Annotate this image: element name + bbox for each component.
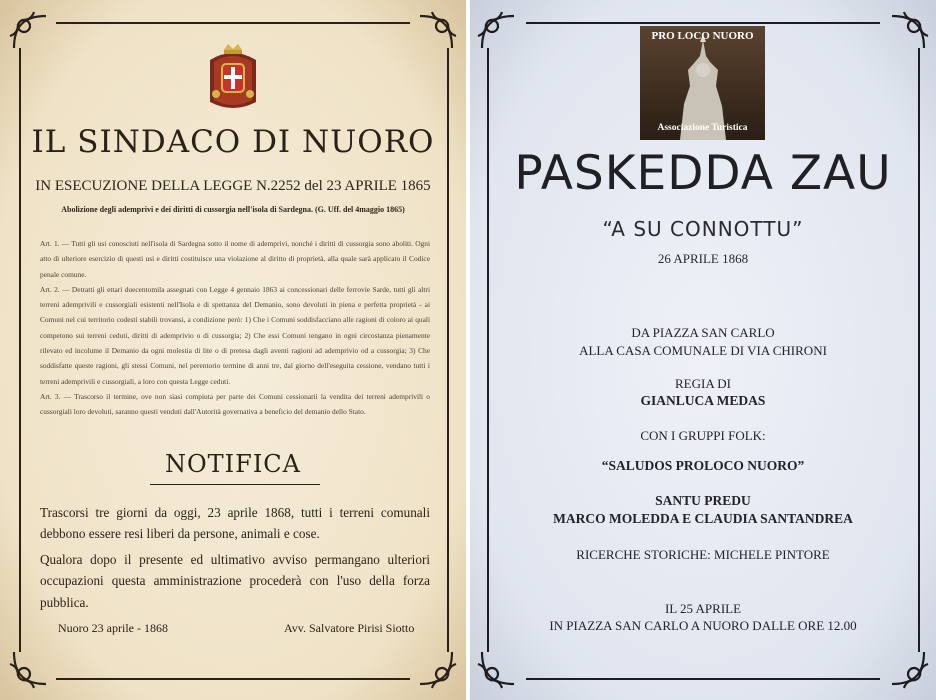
law-note: Abolizione degli ademprivi e dei diritti di cussorgia nell'isola di Sardegna. (G. Uff. del 4maggio 1865)	[61, 205, 405, 214]
flourish-corner-icon	[884, 8, 932, 56]
flourish-corner-icon	[6, 644, 54, 692]
event-place-time: IN PIAZZA SAN CARLO A NUORO DALLE ORE 12.00	[549, 618, 857, 633]
notice-body	[40, 502, 430, 613]
notice-heading: NOTIFICA	[165, 450, 301, 478]
groups-label: CON I GRUPPI FOLK:	[640, 428, 766, 443]
flourish-corner-icon	[884, 644, 932, 692]
article-2: Art. 2. — Detratti gli ettari duecentomila assegnati con Legge 4 gennaio 1863 ai concessionari delle ferrovie Sarde, tutti gli altri terreni ademprivili e cussorgiali esistenti nell'Isola e di spettanza del Demanio, sono devoluti in piena e perfetta proprietà - ai Comuni nel cui territorio codesti stabili trovansi, a condizione però: 1) Che i Comuni soddisfacciano alle ragioni di coloro ai quali competono sui terreni ceduti, diritti di ademprivio o di cussorgia; 2) Che essi Comuni tengano in ogni circostanza pienamente rilevato ed incolume il Demanio da ogni molestia di lite o di pretesa dagli aventi ragioni ad ademprivio od a cussorgia; 3) Che soddisfatte queste ragioni, gli stessi Comuni, nel perentorio termine di anni tre, dal giorno dell'eseguita cessione, vendano tutti i terreni ademprivili e cussorgiali, a loro con questa Legge ceduti.	[40, 284, 430, 386]
group-saludos: “SALUDOS PROLOCO NUORO”	[601, 458, 805, 473]
flourish-corner-icon	[412, 8, 460, 56]
event-day: IL 25 APRILE	[664, 601, 742, 616]
group-santu-predu: SANTU PREDU	[655, 493, 751, 508]
logo-caption: Associazione Turistica	[657, 123, 748, 133]
frame-top-line	[56, 22, 410, 24]
event-date: 26 APRILE 1868	[657, 251, 749, 266]
right-poster	[470, 0, 936, 700]
article-1: Art. 1. — Tutti gli usi conosciuti nell'isola di Sardegna sotto il nome di ademprivi, nonché i diritti di cussorgia sono aboliti. Ogni atto di ulteriore esercizio di questi usi e diritti costituisce una violazione al diritto di proprietà, alla quale sarà applicato il Codice penale comune.	[40, 239, 430, 279]
place-date: Nuoro 23 aprile - 1868	[58, 621, 168, 635]
flourish-corner-icon	[474, 8, 522, 56]
research-credit: RICERCHE STORICHE: MICHELE PINTORE	[576, 547, 830, 562]
frame-top-line	[526, 22, 880, 24]
logo-title: PRO LOCO NUORO	[651, 30, 754, 42]
notice-paragraph: Trascorsi tre giorni da oggi, 23 aprile 1868, tutti i terreni comunali debbono essere resi liberi da persone, animali e cose.	[40, 505, 430, 542]
page-title: IL SINDACO DI NUORO	[31, 124, 435, 160]
signature: Avv. Salvatore Pirisi Siotto	[284, 621, 415, 635]
route-to: ALLA CASA COMUNALE DI VIA CHIRONI	[579, 343, 827, 358]
regia-name: GIANLUCA MEDAS	[640, 393, 766, 408]
flourish-corner-icon	[412, 644, 460, 692]
route-from: DA PIAZZA SAN CARLO	[631, 325, 775, 340]
group-performers: MARCO MOLEDDA E CLAUDIA SANTANDREA	[553, 511, 853, 526]
frame-bottom-line	[526, 678, 880, 680]
flourish-corner-icon	[6, 8, 54, 56]
event-title: PASKEDDA ZAU	[514, 146, 892, 201]
law-articles	[40, 236, 430, 420]
pro-loco-logo	[640, 26, 765, 140]
event-subtitle: “A SU CONNOTTU”	[602, 217, 804, 241]
regia-label: REGIA DI	[675, 376, 731, 391]
frame-bottom-line	[56, 678, 410, 680]
divider	[150, 484, 320, 485]
royal-coat-of-arms-icon	[204, 42, 262, 112]
notice-paragraph: Qualora dopo il presente ed ultimativo avviso permangano ulteriori occupazioni questa amministrazione procederà con l'uso della forza pubblica.	[40, 551, 430, 610]
article-3: Art. 3. — Trascorso il termine, ove non siasi compiuta per parte dei Comuni cessionarii la vendita dei terreni ademprivili o cussorgiali loro devoluti, saranno questi venduti dall'Autorità governativa a beneficio del demanio dello Stato.	[40, 391, 430, 417]
left-poster	[0, 0, 466, 700]
law-reference: IN ESECUZIONE DELLA LEGGE N.2252 del 23 APRILE 1865	[35, 178, 431, 194]
flourish-corner-icon	[474, 644, 522, 692]
